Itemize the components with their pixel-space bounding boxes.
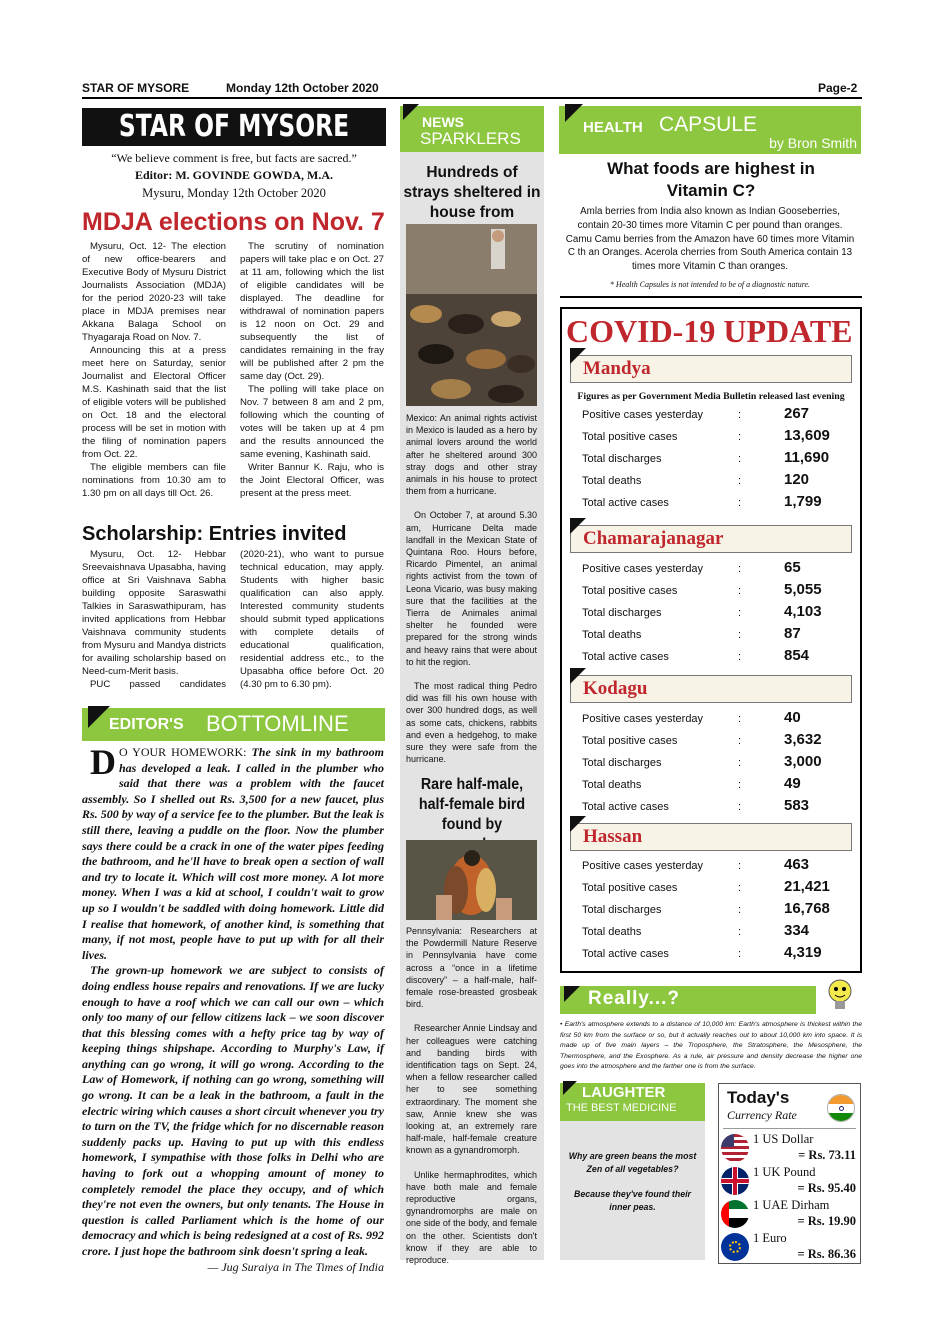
currency-subtitle: Currency Rate [727,1108,797,1122]
triangle-bullet-icon [566,928,575,937]
masthead [82,108,386,146]
district-arrow-icon [570,668,586,684]
triangle-bullet-icon [566,565,575,574]
editor-bar-label-a: EDITOR'S [109,716,184,733]
covid-stat-row [562,603,852,625]
covid-stat-row [562,856,852,878]
mdja-p3: The eligible members can file nominations from 10.30 am to 1.30 pm on all days till Oct. 26. [82,462,226,499]
covid-stat-row [562,900,852,922]
covid-stat-colon: : [738,882,742,894]
sparklers-bar-arrow [403,104,419,120]
covid-stat-label: Total positive cases [582,431,678,443]
covid-stat-label: Total discharges [582,904,662,916]
bulb-icon-svg [820,975,860,1015]
editor-text-2: The grown-up homework we are subject to consists of doing endless house repairs and renovations. If we are lucky enough to have a roof which we can call our own – which only too many of our fellow citizens lack – we soon discover that this blessing comes with a hefty price tag by way of keeping things shipshape. According to Murphy's Law, if anything can go wrong, it will go wrong. According to the Law of Homework, if nothing can go wrong, something will go wrong. It can be a leak in the bathroom, a fault in the electric wiring which causes a short circuit whenever you try to turn on the TV, the fridge which for no discernable reason suddenly packs up. Having to put up with this endless homework, I sympathise with those folks in Delhi who are having to fork out a whopping amount of money to completely remodel the place they occupy, and of which they're not even the owners, but only tenants. The House in question is called Parliament which is the home of our democracy and which is being redesigned at a cost of Rs. 992 crore. I just hope the bathroom sink doesn't spring a leak. [82,963,384,1258]
editor-byline: — Jug Suraiya in The Times of India [207,1259,384,1274]
triangle-bullet-icon [566,715,575,724]
covid-stat-label: Total deaths [582,629,642,641]
sparklers-label-a: NEWS [422,114,464,130]
health-bar-arrow [565,104,583,122]
mdja-p1: Mysuru, Oct. 12- The election of new office-bearers and Executive Body of Mysuru District Journalists Association (MDJA) for the period 2020-23 will take place in MDJA premises near Akkana Balaga School on Thyagaraja Road on Nov. 7. [82,241,226,343]
district-arrow-icon [570,816,586,832]
covid-stat-colon: : [738,563,742,575]
district-chamarajanagar [570,525,852,553]
covid-stat-value: 583 [784,797,810,814]
sparklers-story2 [406,925,537,1278]
currency-value: = Rs. 19.90 [797,1214,856,1228]
covid-stat-label: Total active cases [582,801,669,813]
mdja-col2 [240,240,384,500]
covid-stat-row [562,775,852,797]
editor-text-1: The sink in my bathroom has developed a leak. I called in the plumber who said that there was a problem with the faucet assembly. So I shelled out Rs. 3,500 for a new faucet, plus Rs. 500 by way of a service fee to the plumber. But the leak is still there, leaving a puddle on the floor. Now the plumber says there could be a crack in one of the water pipes feeding the bathroom, and he'll have to break open a section of wall and try to locate it. Which will cost more money. A lot more money. When I was a kid at school, I couldn't wait to grow up so I wouldn't be saddled with doing homework. Little did I realise that homework, of another kind, is something that many, if not most, people have to put up with for all their lives. [82,745,384,962]
sparklers-story1 [406,412,537,777]
scholar-p1: Mysuru, Oct. 12- Hebbar Sreevaishnava Upasabha, having office at Sri Vaishnava Sabha building opposite Saraswathi Talkies in Saraswathipuram, has invited applications from Hebbar Vaishnava community students from Mysuru and Mandya districts for availing scholarship based on Need-cum-Merit basis. [82,549,226,677]
laughter-bar-arrow [563,1081,577,1095]
health-label-b: CAPSULE [659,113,758,136]
uk-flag-icon [721,1167,749,1195]
scholar-col1 [82,548,226,691]
triangle-bullet-icon [566,759,575,768]
covid-stat-label: Positive cases yesterday [582,409,704,421]
district-mandya [570,355,852,383]
triangle-bullet-icon [566,433,575,442]
triangle-bullet-icon [566,587,575,596]
currency-row [721,1231,856,1265]
covid-stat-label: Total positive cases [582,585,678,597]
triangle-bullet-icon [566,653,575,662]
covid-stat-row [562,493,852,515]
laughter-question: Why are green beans the most Zen of all vegetables? [568,1151,697,1174]
covid-stat-value: 120 [784,471,810,488]
currency-name: 1 UK Pound [753,1165,816,1179]
really-bullet: • [560,1021,565,1028]
mdja-p2: Announcing this at a press meet here on Saturday, senior Journalist and Electoral Officer M.S. Kashinath said that the list of eligible voters will be published on Oct. 18 and the electoral process will be set in motion with the filing of nomination papers from Oct. 22. [82,345,226,460]
sparklers-p2: On October 7, at around 5.30 am, Hurricane Delta made landfall in the Mexican State of Quintana Roo. Hours before, Ricardo Pimentel, an animal rights activist from the town of Leona Vicario, was busy making sure that the facilities at the Tierra de Animales animal shelter he founded were prepared for the strong winds and heavy rains that were about to hit the region. [406,510,537,667]
triangle-bullet-icon [566,862,575,871]
covid-stat-label: Positive cases yesterday [582,563,704,575]
covid-stat-colon: : [738,585,742,597]
covid-stat-row [562,405,852,427]
triangle-bullet-icon [566,906,575,915]
editor-bar-label-b: BOTTOMLINE [206,711,349,736]
india-flag-icon [827,1094,855,1122]
covid-stat-row [562,922,852,944]
covid-stat-row [562,581,852,603]
covid-stat-row [562,753,852,775]
triangle-bullet-icon [566,781,575,790]
covid-stat-colon: : [738,409,742,421]
scholar-p2: PUC passed candidates [90,679,226,690]
masthead-title: STAR OF MYSORE [118,109,350,144]
triangle-bullet-icon [566,411,575,420]
covid-stat-colon: : [738,779,742,791]
sparklers-label-b: SPARKLERS [420,129,521,148]
really-bar [560,986,816,1014]
covid-stat-value: 4,319 [784,944,822,961]
currency-title: Today's [727,1088,790,1107]
covid-stat-colon: : [738,607,742,619]
covid-source: Figures as per Government Media Bulletin released last evening [577,391,845,402]
sparklers-head1: Hundreds of strays sheltered in house from [403,164,541,221]
triangle-bullet-icon [566,803,575,812]
uae-flag-icon [721,1200,749,1228]
sparklers-head2: Rare half-male, half-female bird found by [418,776,526,833]
covid-stat-label: Positive cases yesterday [582,713,704,725]
covid-stat-row [562,709,852,731]
currency-value: = Rs. 73.11 [798,1148,856,1162]
district-name: Chamarajanagar [583,528,724,549]
editor-dropcap: D [90,742,116,782]
district-hassan [570,823,852,851]
health-by: by Bron Smith [769,135,857,151]
covid-stat-value: 13,609 [784,427,830,444]
covid-stat-colon: : [738,629,742,641]
really-label: Really...? [588,988,681,1009]
scholar-headline: Scholarship: Entries invited [82,523,347,545]
really-body: Earth's atmosphere extends to a distance of 10,000 km: Earth's atmosphere is thickest within the first 50 km from the surface or so, but it actually reaches out to about 10,000 km into space. It is made up of five main layers – the Troposphere, the Stratosphere, the Mesosphere, the Thermosphere, and the Exosphere. As a rule, air pressure and density decrease the higher one goes into the atmosphere and the farther one is from the surface. [560,1021,862,1070]
covid-stat-colon: : [738,475,742,487]
district-name: Mandya [583,358,651,379]
covid-stat-value: 65 [784,559,801,576]
laughter-label-b: THE BEST MEDICINE [566,1102,677,1114]
triangle-bullet-icon [566,631,575,640]
really-text [560,1020,862,1073]
covid-stat-value: 40 [784,709,801,726]
covid-stat-value: 3,000 [784,753,822,770]
covid-stat-value: 16,768 [784,900,830,917]
covid-stat-label: Total deaths [582,779,642,791]
really-bar-arrow [564,986,580,1002]
triangle-bullet-icon [566,950,575,959]
covid-stat-value: 21,421 [784,878,830,895]
sparklers-cap1: Mexico: An animal rights activist in Mexico is lauded as a hero by animal lovers around the world after he sheltered around 300 stray dogs and other stray animals in his house to protect them from a hurricane. [406,413,537,497]
currency-divider [723,1128,856,1129]
covid-stat-row [562,559,852,581]
covid-stat-label: Total deaths [582,926,642,938]
health-question: What foods are highest in Vitamin C? [607,159,815,200]
covid-stat-value: 1,799 [784,493,822,510]
mdja-col1 [82,240,226,500]
health-note: * Health Capsules is not intended to be of a diagnostic nature. [609,280,811,289]
covid-stat-label: Total discharges [582,757,662,769]
sparklers-cap2: Pennsylvania: Researchers at the Powdermill Nature Reserve in Pennsylvania have come across a “once in a lifetime discovery” – a half-male, half-female rose-breasted grosbeak bird. [406,926,537,1010]
covid-stat-label: Total discharges [582,453,662,465]
covid-stat-colon: : [738,904,742,916]
triangle-bullet-icon [566,884,575,893]
scholar-p3: (2020-21), who want to pursue technical education, may apply. Students with higher basic qualification can also apply. Interested community students should submit typed applications with complete details of educational qualification, residential address etc., to the Upasabha office before Oct. 20 (4.30 pm to 6.30 pm). [240,549,384,690]
covid-stat-row [562,647,852,669]
covid-stat-value: 463 [784,856,810,873]
health-body: Amla berries from India also known as Indian Gooseberries, contain 20-30 times more Vitamin C per pound than oranges. Camu Camu berries from the Amazon have 60 times more Vitamin C th an Oranges. Acerola cherries from South America contain 13 times more Vitamin C than oranges. [565,206,855,273]
covid-stat-value: 4,103 [784,603,822,620]
covid-stat-label: Total active cases [582,497,669,509]
covid-stat-label: Total deaths [582,475,642,487]
currency-name: 1 UAE Dirham [753,1198,830,1212]
mdja-p4: The scrutiny of nomination papers will take plac e on Oct. 27 at 11 am, following which the list of eligible candidates will be displayed. The deadline for withdrawal of nomination papers is 12 noon on Oct. 29 and subsequently the list of candidates remaining in the fray will be published after 2 pm the same day (Oct. 29). [240,241,384,382]
sparklers-p4: Researcher Annie Lindsay and her colleagues were catching and banding birds with identification tags on Sept. 24, when a fellow researcher called her to see something extraordinary. The moment she saw, Annie knew she was looking at, an extremely rare half-male, half-female creature known as a gynandromorph. [406,1023,537,1156]
header-page: Page-2 [818,81,858,95]
covid-stat-colon: : [738,713,742,725]
laughter-bar [560,1083,705,1121]
covid-stat-value: 3,632 [784,731,822,748]
laughter-label-a: LAUGHTER [582,1084,666,1101]
sparklers-p5: Unlike hermaphrodites, which have both male and female reproductive organs, gynandromorphs are male on one side of the body, and female on the other. Scientists don't know if they are able to reproduce. [406,1169,537,1266]
covid-stat-colon: : [738,757,742,769]
covid-stat-colon: : [738,497,742,509]
triangle-bullet-icon [566,499,575,508]
covid-stat-colon: : [738,948,742,960]
health-rule [560,296,862,298]
currency-box [718,1083,861,1264]
header-date: Monday 12th October 2020 [226,81,379,95]
covid-stat-row [562,878,852,900]
covid-stat-row [562,944,852,966]
masthead-motto: “We believe comment is free, but facts are sacred.” [111,151,357,165]
covid-stat-row [562,797,852,819]
health-label-a: HEALTH [583,119,643,136]
covid-stat-colon: : [738,860,742,872]
header-rule [82,97,862,99]
currency-name: 1 US Dollar [753,1132,814,1146]
covid-stat-colon: : [738,801,742,813]
currency-value: = Rs. 86.36 [797,1247,856,1261]
dogs-photo-svg [406,224,537,406]
covid-stat-value: 87 [784,625,801,642]
covid-stat-row [562,731,852,753]
district-arrow-icon [570,348,586,364]
covid-title: COVID-19 UPDATE [566,313,853,349]
covid-stat-label: Total positive cases [582,735,678,747]
editor-bar-arrow [88,706,110,728]
covid-stat-row [562,449,852,471]
currency-value: = Rs. 95.40 [797,1181,856,1195]
scholar-col2 [240,548,384,691]
covid-stat-row [562,427,852,449]
dogs-photo [406,224,537,406]
masthead-editor: Editor: M. GOVINDE GOWDA, M.A. [135,168,333,182]
masthead-date: Mysuru, Monday 12th October 2020 [142,186,326,200]
sparklers-p3: The most radical thing Pedro did was fill his own house with over 300 hundred dogs, as well as some cats, chickens, rabbits and even a hedgehog, to make sure they were safe from the hurricane. [406,681,537,765]
mdja-p5: The polling will take place on Nov. 7 between 8 am and 2 pm, following which the counting of votes will be taken up at 4 pm and the results announced the same evening, Kashinath said. [240,384,384,460]
us-flag-icon [721,1134,749,1162]
covid-box [560,307,862,973]
covid-stat-colon: : [738,453,742,465]
covid-stat-colon: : [738,431,742,443]
covid-stat-label: Total positive cases [582,882,678,894]
bulb-icon [820,975,860,1015]
covid-stat-colon: : [738,735,742,747]
triangle-bullet-icon [566,477,575,486]
health-bar [559,106,861,154]
covid-stat-label: Positive cases yesterday [582,860,704,872]
covid-stat-label: Total active cases [582,948,669,960]
currency-name: 1 Euro [753,1231,787,1245]
bird-photo [406,840,537,920]
currency-row [721,1198,856,1232]
header-paper: STAR OF MYSORE [82,81,190,95]
covid-stat-value: 11,690 [784,449,830,466]
covid-stat-label: Total discharges [582,607,662,619]
covid-stat-value: 267 [784,405,810,422]
bird-photo-svg [406,840,537,920]
district-name: Kodagu [583,678,648,699]
editor-bar [82,708,385,741]
laughter-answer: Because they've found their inner peas. [574,1189,691,1212]
editor-lead: O YOUR HOMEWORK: [119,745,247,759]
mdja-headline: MDJA elections on Nov. 7 [82,208,385,236]
currency-row [721,1132,856,1166]
district-name: Hassan [583,826,643,847]
triangle-bullet-icon [566,737,575,746]
triangle-bullet-icon [566,609,575,618]
covid-stat-value: 854 [784,647,810,664]
covid-stat-row [562,471,852,493]
district-kodagu [570,675,852,703]
editor-body [82,742,384,1275]
covid-stat-value: 334 [784,922,810,939]
covid-stat-value: 5,055 [784,581,822,598]
triangle-bullet-icon [566,455,575,464]
sparklers-bar [400,106,544,152]
covid-stat-colon: : [738,926,742,938]
covid-stat-value: 49 [784,775,801,792]
covid-stat-label: Total active cases [582,651,669,663]
district-arrow-icon [570,518,586,534]
mdja-p6: Writer Bannur K. Raju, who is the Joint Electoral Officer, was present at the press meet. [240,462,384,499]
covid-stat-colon: : [738,651,742,663]
eu-flag-icon [721,1233,749,1261]
currency-row [721,1165,856,1199]
covid-stat-row [562,625,852,647]
